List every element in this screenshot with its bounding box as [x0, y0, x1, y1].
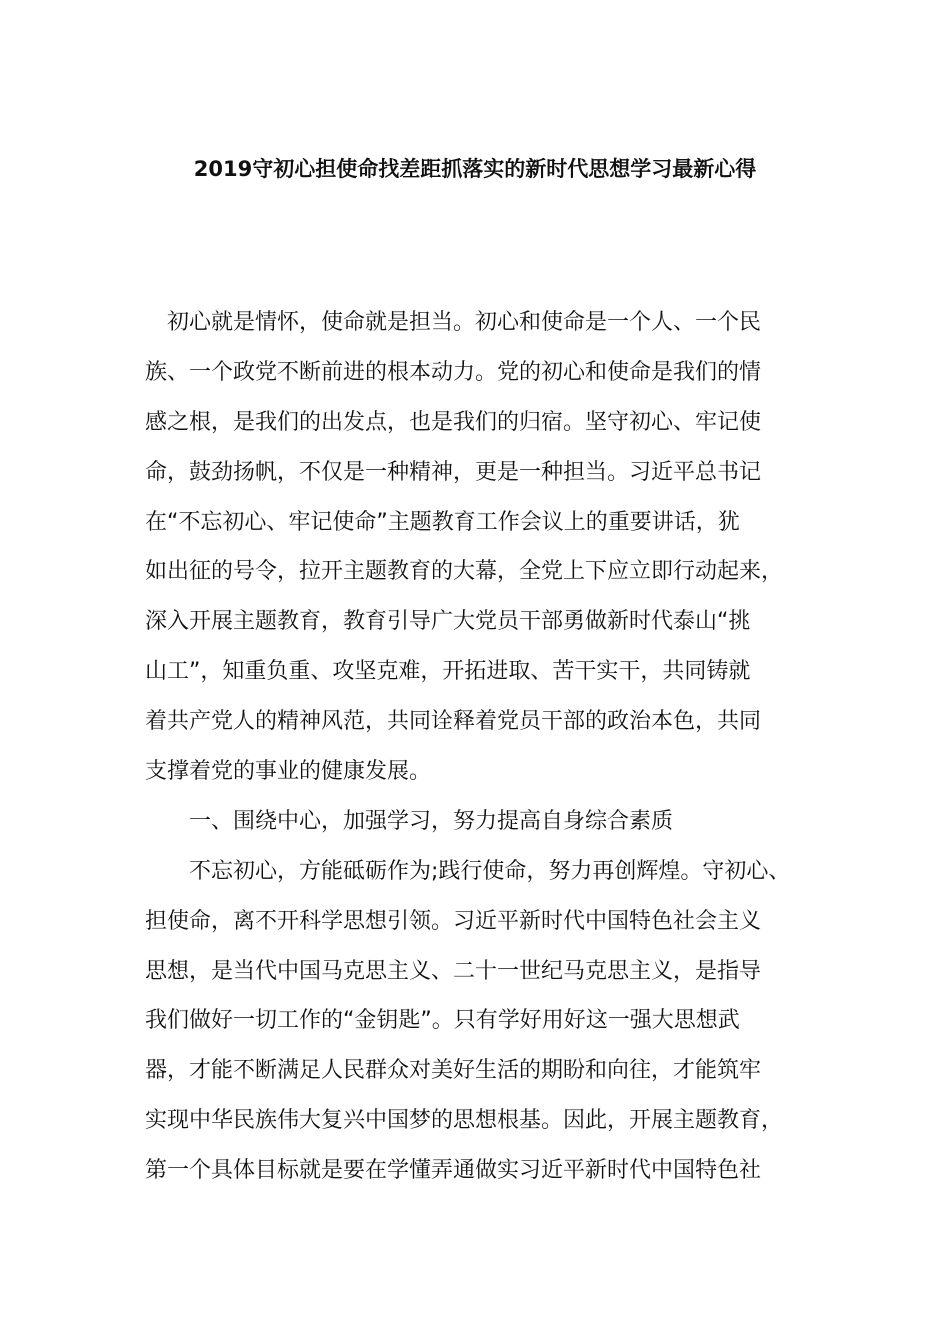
- paragraph-2-line-3: 思想，是当代中国马克思主义、二十一世纪马克思主义，是指导: [145, 958, 762, 984]
- paragraph-1-line-5: 在“不忘初心、牢记使命”主题教育工作会议上的重要讲话，犹: [145, 509, 740, 535]
- paragraph-2-line-7: 第一个具体目标就是要在学懂弄通做实习近平新时代中国特色社: [145, 1158, 762, 1184]
- paragraph-1-line-6: 如出征的号令，拉开主题教育的大幕，全党上下应立即行动起来，: [145, 559, 784, 585]
- paragraph-1-line-7: 深入开展主题教育，教育引导广大党员干部勇做新时代泰山“挑: [145, 609, 751, 635]
- paragraph-1-line-2: 族、一个政党不断前进的根本动力。党的初心和使命是我们的情: [145, 359, 762, 385]
- paragraph-1-line-4: 命，鼓劲扬帆，不仅是一种精神，更是一种担当。习近平总书记: [145, 459, 762, 485]
- paragraph-1-line-3: 感之根，是我们的出发点，也是我们的归宿。坚守初心、牢记使: [145, 409, 762, 435]
- section-heading: 一、围绕中心，加强学习，努力提高自身综合素质: [189, 808, 674, 834]
- paragraph-2-line-1: 不忘初心，方能砥砺作为;践行使命，努力再创辉煌。守初心、: [189, 858, 791, 884]
- paragraph-2-line-6: 实现中华民族伟大复兴中国梦的思想根基。因此，开展主题教育，: [145, 1108, 784, 1134]
- paragraph-1-line-10: 支撑着党的事业的健康发展。: [145, 759, 432, 785]
- document-title: 2019守初心担使命找差距抓落实的新时代思想学习最新心得: [193, 157, 757, 181]
- paragraph-1-line-8: 山工”，知重负重、攻坚克难，开拓进取、苦干实干，共同铸就: [145, 659, 751, 685]
- paragraph-1-line-1: 初心就是情怀，使命就是担当。初心和使命是一个人、一个民: [167, 310, 762, 335]
- paragraph-1-line-9: 着共产党人的精神风范，共同诠释着党员干部的政治本色，共同: [145, 709, 762, 735]
- paragraph-2-line-4: 我们做好一切工作的“金钥匙”。只有学好用好这一强大思想武: [145, 1008, 740, 1034]
- paragraph-2-line-5: 器，才能不断满足人民群众对美好生活的期盼和向往，才能筑牢: [145, 1058, 762, 1084]
- paragraph-2-line-2: 担使命，离不开科学思想引领。习近平新时代中国特色社会主义: [145, 908, 762, 934]
- document-body: [145, 298, 815, 1196]
